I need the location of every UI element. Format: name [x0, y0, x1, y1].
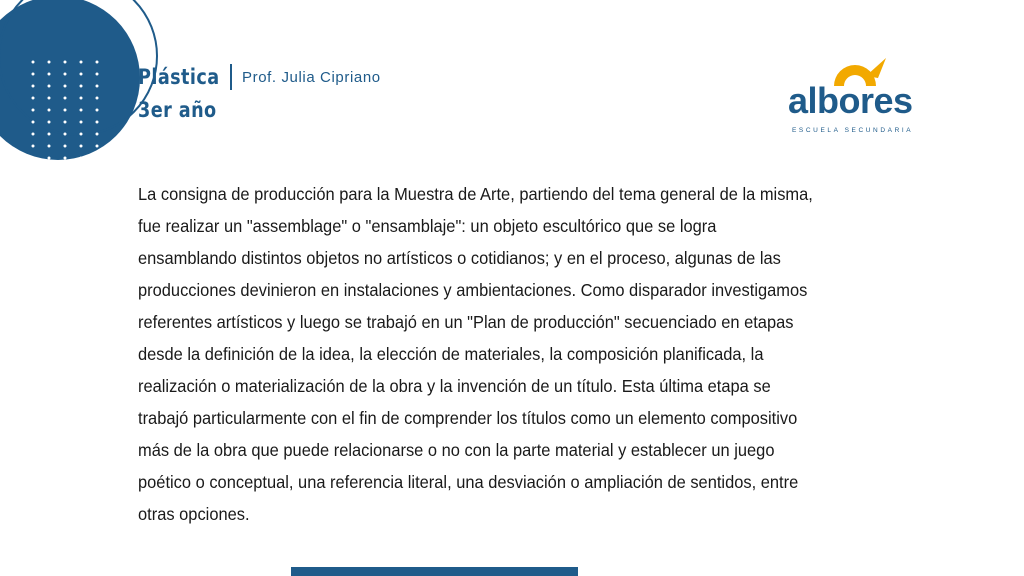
school-logo: [786, 56, 926, 138]
dot: [32, 133, 35, 136]
header-divider: [230, 64, 232, 90]
dot: [64, 109, 67, 112]
dot: [48, 73, 51, 76]
dot: [96, 61, 99, 64]
body-paragraph: La consigna de producción para la Muestra de Arte, partiendo del tema general de la misma, fue realizar un "assemblage" o "ensamblaje": un objeto escultórico que se logra ensamblando distintos objetos no artísticos o cotidianos; y en el proceso, algunas de las producciones devinieron en instalaciones y ambientaciones. Como disparador investigamos referentes artísticos y luego se trabajó en un "Plan de producción" secuenciado en etapas desde la definición de la idea, la elección de materiales, la composición planificada, la realización o materialización de la obra y la invención de un título. Esta última etapa se trabajó particularmente con el fin de comprender los títulos como un elemento compositivo más de la obra que puede relacionarse o no con la parte material y establecer un juego poético o conceptual, una referencia literal, una desviación o ampliación de sentidos, entre otras opciones.: [138, 184, 813, 524]
dot: [64, 73, 67, 76]
dot: [96, 157, 99, 160]
header: [138, 62, 381, 122]
dot: [32, 97, 35, 100]
dot: [48, 61, 51, 64]
dot: [64, 61, 67, 64]
blue-circle: [0, 0, 140, 160]
subject-row: [138, 62, 381, 92]
dot: [80, 61, 83, 64]
dot: [64, 121, 67, 124]
dot: [96, 121, 99, 124]
dot: [96, 145, 99, 148]
dot: [96, 85, 99, 88]
teacher-name: Prof. Julia Cipriano: [242, 68, 381, 86]
dot: [96, 109, 99, 112]
dot: [48, 133, 51, 136]
logo-subtitle: ESCUELA SECUNDARIA: [792, 127, 914, 134]
dot: [80, 157, 83, 160]
dot: [64, 97, 67, 100]
dot: [80, 97, 83, 100]
dot: [32, 109, 35, 112]
subject-title: Plástica: [138, 65, 220, 89]
dot: [80, 109, 83, 112]
dot: [80, 121, 83, 124]
dot: [48, 121, 51, 124]
dot: [48, 85, 51, 88]
dot: [32, 85, 35, 88]
dot: [48, 157, 51, 160]
dot: [48, 97, 51, 100]
dot: [80, 73, 83, 76]
dot: [48, 145, 51, 148]
dot: [64, 85, 67, 88]
dot: [80, 145, 83, 148]
dot: [64, 133, 67, 136]
bottom-accent-bar: [291, 567, 578, 576]
dot: [32, 157, 35, 160]
dot: [32, 73, 35, 76]
year-label: 3er año: [138, 98, 217, 122]
dot: [32, 145, 35, 148]
dot: [64, 145, 67, 148]
dot: [48, 109, 51, 112]
dot: [80, 133, 83, 136]
dot: [32, 61, 35, 64]
dot: [96, 97, 99, 100]
dot: [80, 85, 83, 88]
logo-wordmark: albores: [788, 80, 913, 121]
dot: [64, 157, 67, 160]
dot: [96, 73, 99, 76]
dot: [32, 121, 35, 124]
dot: [96, 133, 99, 136]
